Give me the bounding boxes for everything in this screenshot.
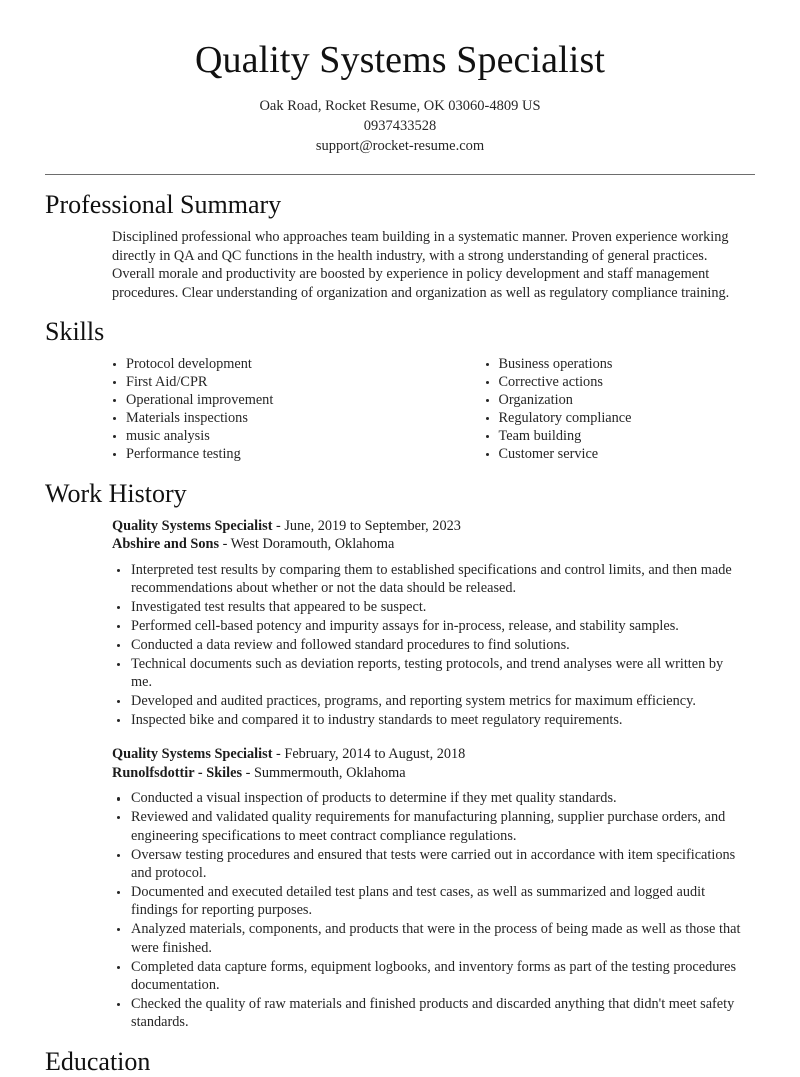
list-item: Protocol development (112, 356, 434, 374)
job-location: - West Doramouth, Oklahoma (219, 536, 395, 553)
list-item: First Aid/CPR (112, 374, 434, 392)
skills-list-left (112, 356, 434, 464)
job-dates: - June, 2019 to September, 2023 (272, 517, 461, 534)
job-title: Quality Systems Specialist (112, 517, 273, 534)
list-item: Interpreted test results by comparing them to established specifications and control limits, and then made recommendations about whether or not the data should be released. (112, 561, 743, 598)
job-bullet-list (112, 789, 755, 1031)
skills-column-right (434, 356, 756, 464)
list-item: Inspected bike and compared it to industry standards to meet regulatory requirements. (112, 711, 743, 729)
job-entry (45, 517, 755, 730)
skills-columns (45, 356, 755, 464)
contact-address: Oak Road, Rocket Resume, OK 03060-4809 US (259, 97, 541, 114)
section-heading-work-history: Work History (45, 478, 187, 508)
list-item: music analysis (112, 428, 434, 446)
list-item: Conducted a data review and followed standard procedures to find solutions. (112, 636, 743, 654)
job-location: - Summermouth, Oklahoma (242, 764, 406, 781)
list-item: Business operations (485, 356, 756, 374)
list-item: Performed cell-based potency and impurity assays for in-process, release, and stability samples. (112, 617, 743, 635)
job-title-line (112, 745, 755, 764)
skills-column-left (112, 356, 434, 464)
list-item: Corrective actions (485, 374, 756, 392)
job-company-line (112, 764, 755, 783)
summary-text: Disciplined professional who approaches team building in a systematic manner. Proven experience working directly in QA and QC functions in the health industry, with a strong understanding of general practices. Overall morale and productivity are boosted by experience in policy development and staff management procedures. Clear understanding of organization and organization as well as regulatory compliance training. (112, 228, 730, 301)
job-bullet-list (112, 561, 755, 730)
list-item: Operational improvement (112, 392, 434, 410)
page-title: Quality Systems Specialist (194, 39, 606, 81)
job-entry (45, 745, 755, 1031)
header-divider (45, 174, 755, 175)
list-item: Reviewed and validated quality requirements for manufacturing planning, supplier purchase orders, and engineering specifications to meet contract compliance regulations. (112, 808, 743, 845)
section-education (45, 1046, 755, 1077)
section-work-history (45, 478, 755, 1032)
list-item: Performance testing (112, 446, 434, 464)
list-item: Documented and executed detailed test plans and test cases, as well as summarized and logged audit findings for reporting purposes. (112, 883, 743, 920)
contact-block (45, 96, 755, 156)
section-heading-education: Education (45, 1046, 151, 1076)
summary-body (45, 228, 755, 302)
list-item: Organization (485, 392, 756, 410)
list-item: Analyzed materials, components, and products that were in the process of being made as well as those that were finished. (112, 920, 743, 957)
list-item: Completed data capture forms, equipment logbooks, and inventory forms as part of the testing procedures documentation. (112, 958, 743, 995)
job-company: Runolfsdottir - Skiles (112, 764, 243, 781)
list-item: Team building (485, 428, 756, 446)
skills-list-right (485, 356, 756, 464)
job-company: Abshire and Sons (112, 536, 220, 553)
list-item: Investigated test results that appeared to be suspect. (112, 598, 743, 616)
job-title: Quality Systems Specialist (112, 746, 273, 763)
list-item: Developed and audited practices, programs, and reporting system metrics for maximum efficiency. (112, 692, 743, 710)
section-heading-summary: Professional Summary (45, 189, 282, 219)
contact-phone: 0937433528 (363, 117, 437, 134)
section-heading-skills: Skills (45, 317, 105, 347)
list-item: Technical documents such as deviation reports, testing protocols, and trend analyses were all written by me. (112, 655, 743, 692)
list-item: Regulatory compliance (485, 410, 756, 428)
section-professional-summary (45, 189, 755, 303)
list-item: Customer service (485, 446, 756, 464)
list-item: Oversaw testing procedures and ensured that tests were carried out in accordance with item specifications and protocol. (112, 846, 743, 883)
list-item: Checked the quality of raw materials and finished products and discarded anything that didn't meet safety standards. (112, 995, 743, 1032)
contact-email: support@rocket-resume.com (315, 137, 485, 154)
section-skills (45, 316, 755, 463)
job-company-line (112, 535, 755, 554)
list-item: Conducted a visual inspection of products to determine if they met quality standards. (112, 789, 743, 807)
job-title-line (112, 517, 755, 536)
job-dates: - February, 2014 to August, 2018 (272, 746, 466, 763)
list-item: Materials inspections (112, 410, 434, 428)
